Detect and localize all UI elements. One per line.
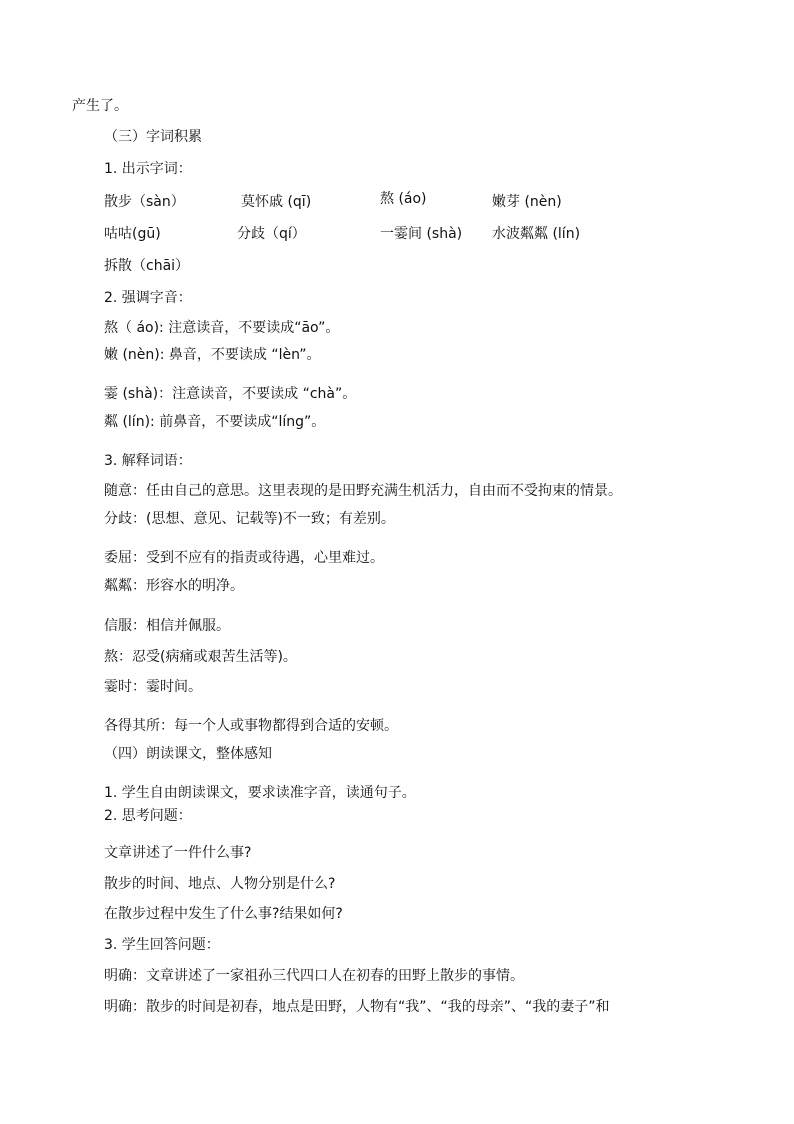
section4-title: （四）朗读课文，整体感知 (104, 746, 272, 762)
answer-label: 3. 学生回答问题： (104, 937, 220, 953)
question-item: 散步的时间、地点、人物分别是什么? (104, 876, 336, 892)
explain-item: 分歧：(思想、意见、记载等)不一致；有差别。 (104, 511, 395, 527)
emphasis-label: 2. 强调字音： (104, 290, 192, 306)
answer-item: 明确：散步的时间是初春，地点是田野，人物有“我”、“我的母亲”、“我的妻子”和 (104, 999, 610, 1015)
question-item: 文章讲述了一件什么事? (104, 845, 252, 861)
vocab-word: 一霎间 (shà) (380, 226, 463, 242)
explain-item: 霎时：霎时间。 (104, 679, 202, 695)
vocab-word: 拆散（chāi） (104, 258, 190, 274)
explain-item: 委屈：受到不应有的指责或待遇，心里难过。 (104, 550, 384, 566)
vocab-word: 嫩芽 (nèn) (492, 194, 562, 210)
explain-item: 熬：忍受(病痛或艰苦生活等)。 (104, 649, 297, 665)
explain-item: 各得其所：每一个人或事物都得到合适的安顿。 (104, 718, 398, 734)
answer-item: 明确：文章讲述了一家祖孙三代四口人在初春的田野上散步的事情。 (104, 968, 524, 984)
vocab-word: 分歧（qí） (237, 226, 306, 242)
explain-item: 信服：相信并佩服。 (104, 618, 230, 634)
explain-item: 粼粼：形容水的明净。 (104, 578, 244, 594)
emphasis-item: 熬（ áo): 注意读音，不要读成“āo”。 (104, 320, 340, 336)
explain-label: 3. 解释词语： (104, 453, 192, 469)
vocab-word: 散步（sàn） (104, 194, 185, 210)
show-words-label: 1. 出示字词： (104, 161, 192, 177)
vocab-word: 熬 (áo) (380, 191, 427, 207)
section3-title: （三）字词积累 (104, 129, 202, 145)
read-step: 1. 学生自由朗读课文，要求读准字音，读通句子。 (104, 785, 416, 801)
emphasis-item: 嫩 (nèn): 鼻音，不要读成 “lèn”。 (104, 347, 321, 363)
emphasis-item: 霎 (shà)：注意读音，不要读成 “chà”。 (104, 386, 357, 402)
vocab-word: 咕咕(gū) (104, 226, 161, 242)
read-step: 2. 思考问题： (104, 808, 192, 824)
vocab-word: 水波粼粼 (lín) (492, 226, 581, 242)
explain-item: 随意：任由自己的意思。这里表现的是田野充满生机活力，自由而不受拘束的情景。 (104, 483, 622, 499)
question-item: 在散步过程中发生了什么事?结果如何? (104, 906, 343, 922)
vocab-word: 莫怀戚 (qī) (241, 194, 312, 210)
emphasis-item: 粼 (lín): 前鼻音，不要读成“líng”。 (104, 414, 326, 430)
intro-tail: 产生了。 (72, 98, 128, 114)
